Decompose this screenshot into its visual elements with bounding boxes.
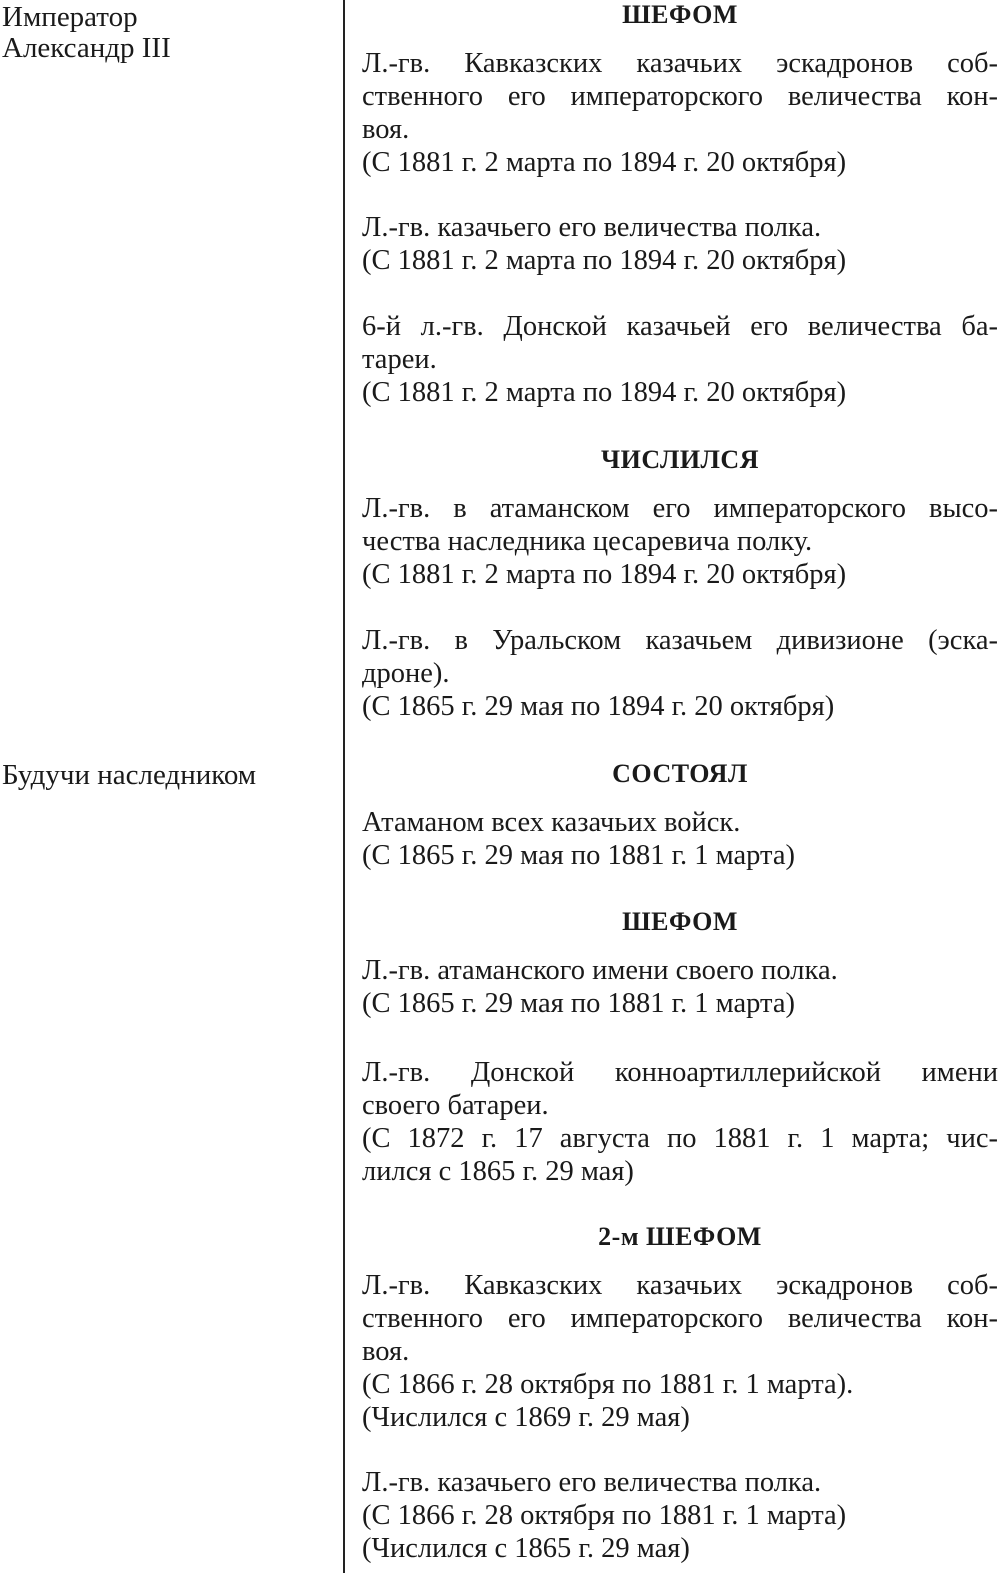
entry-don-horse-artillery [362,1056,998,1188]
entry-dates: (С 1866 г. 28 октября по 1881 г. 1 марта). [362,1369,854,1400]
entry-dates: (С 1881 г. 2 марта по 1894 г. 20 октября) [362,245,847,276]
entry-dates: (Числился с 1869 г. 29 мая) [362,1402,690,1433]
entry-all-cossack-troops [362,806,998,872]
entry-line: Л.-гв. Кавказских казачьих эскадронов соб- [362,1270,998,1301]
entry-cossack-regiment-heir [362,1466,998,1565]
entry-cossack-regiment [362,211,998,277]
entry-dates: (С 1865 г. 29 мая по 1881 г. 1 марта) [362,840,795,871]
entry-line: ственного его императорского величества кон- [362,81,998,112]
entry-line: дроне). [362,658,450,689]
emperor-label [2,2,171,64]
entry-dates: (С 1872 г. 17 августа по 1881 г. 1 марта; чис- [362,1123,998,1154]
entry-dates: (С 1865 г. 29 мая по 1894 г. 20 октября) [362,691,835,722]
entry-line: Л.-гв. Кавказских казачьих эскадронов соб- [362,48,998,79]
entry-dates: (С 1866 г. 28 октября по 1881 г. 1 марта) [362,1500,847,1531]
section-heading-chief-heir: ШЕФОМ [622,907,738,936]
entry-line: воя. [362,114,410,145]
entry-line: Л.-гв. атаманского имени своего полка. [362,955,838,986]
section-heading-chief: ШЕФОМ [622,0,738,29]
entry-line: чества наследника цесаревича полку. [362,526,813,557]
entry-line: Л.-гв. в атаманском его императорского высо- [362,493,998,524]
entry-caucasian-convoy-heir [362,1269,998,1434]
heir-label: Будучи наследником [2,759,257,791]
entry-line: Атаманом всех казачьих войск. [362,807,741,838]
entry-line: тареи. [362,344,437,375]
entry-dates: (С 1881 г. 2 марта по 1894 г. 20 октября) [362,377,847,408]
emperor-label-line-1: Император [2,1,138,33]
section-heading-served: СОСТОЯЛ [612,759,748,788]
entry-line: воя. [362,1336,410,1367]
entry-line: своего батареи. [362,1090,549,1121]
entry-line: Л.-гв. казачьего его величества полка. [362,212,822,243]
entry-dates: лился с 1865 г. 29 мая) [362,1156,634,1187]
entry-don-battery [362,310,998,409]
entry-ural-division [362,624,998,723]
entry-dates: (С 1881 г. 2 марта по 1894 г. 20 октября) [362,559,847,590]
entry-line: Л.-гв. Донской конноартиллерийской имени [362,1057,998,1088]
entry-caucasian-convoy [362,47,998,179]
column-divider [343,0,345,1573]
entry-line: 6-й л.-гв. Донской казачьей его величества ба- [362,311,998,342]
entry-ataman-own-regiment [362,954,998,1020]
entry-dates: (С 1881 г. 2 марта по 1894 г. 20 октября) [362,147,847,178]
entry-line: ственного его императорского величества кон- [362,1303,998,1334]
entry-ataman-regiment [362,492,998,591]
entry-line: Л.-гв. в Уральском казачьем дивизионе (эска- [362,625,998,656]
section-heading-second-chief: 2-м ШЕФОМ [598,1222,762,1251]
entry-dates: (С 1865 г. 29 мая по 1881 г. 1 марта) [362,988,795,1019]
entry-line: Л.-гв. казачьего его величества полка. [362,1467,822,1498]
emperor-label-line-2: Александр III [2,32,171,64]
entry-dates: (Числился с 1865 г. 29 мая) [362,1533,690,1564]
section-heading-listed: ЧИСЛИЛСЯ [601,445,759,474]
